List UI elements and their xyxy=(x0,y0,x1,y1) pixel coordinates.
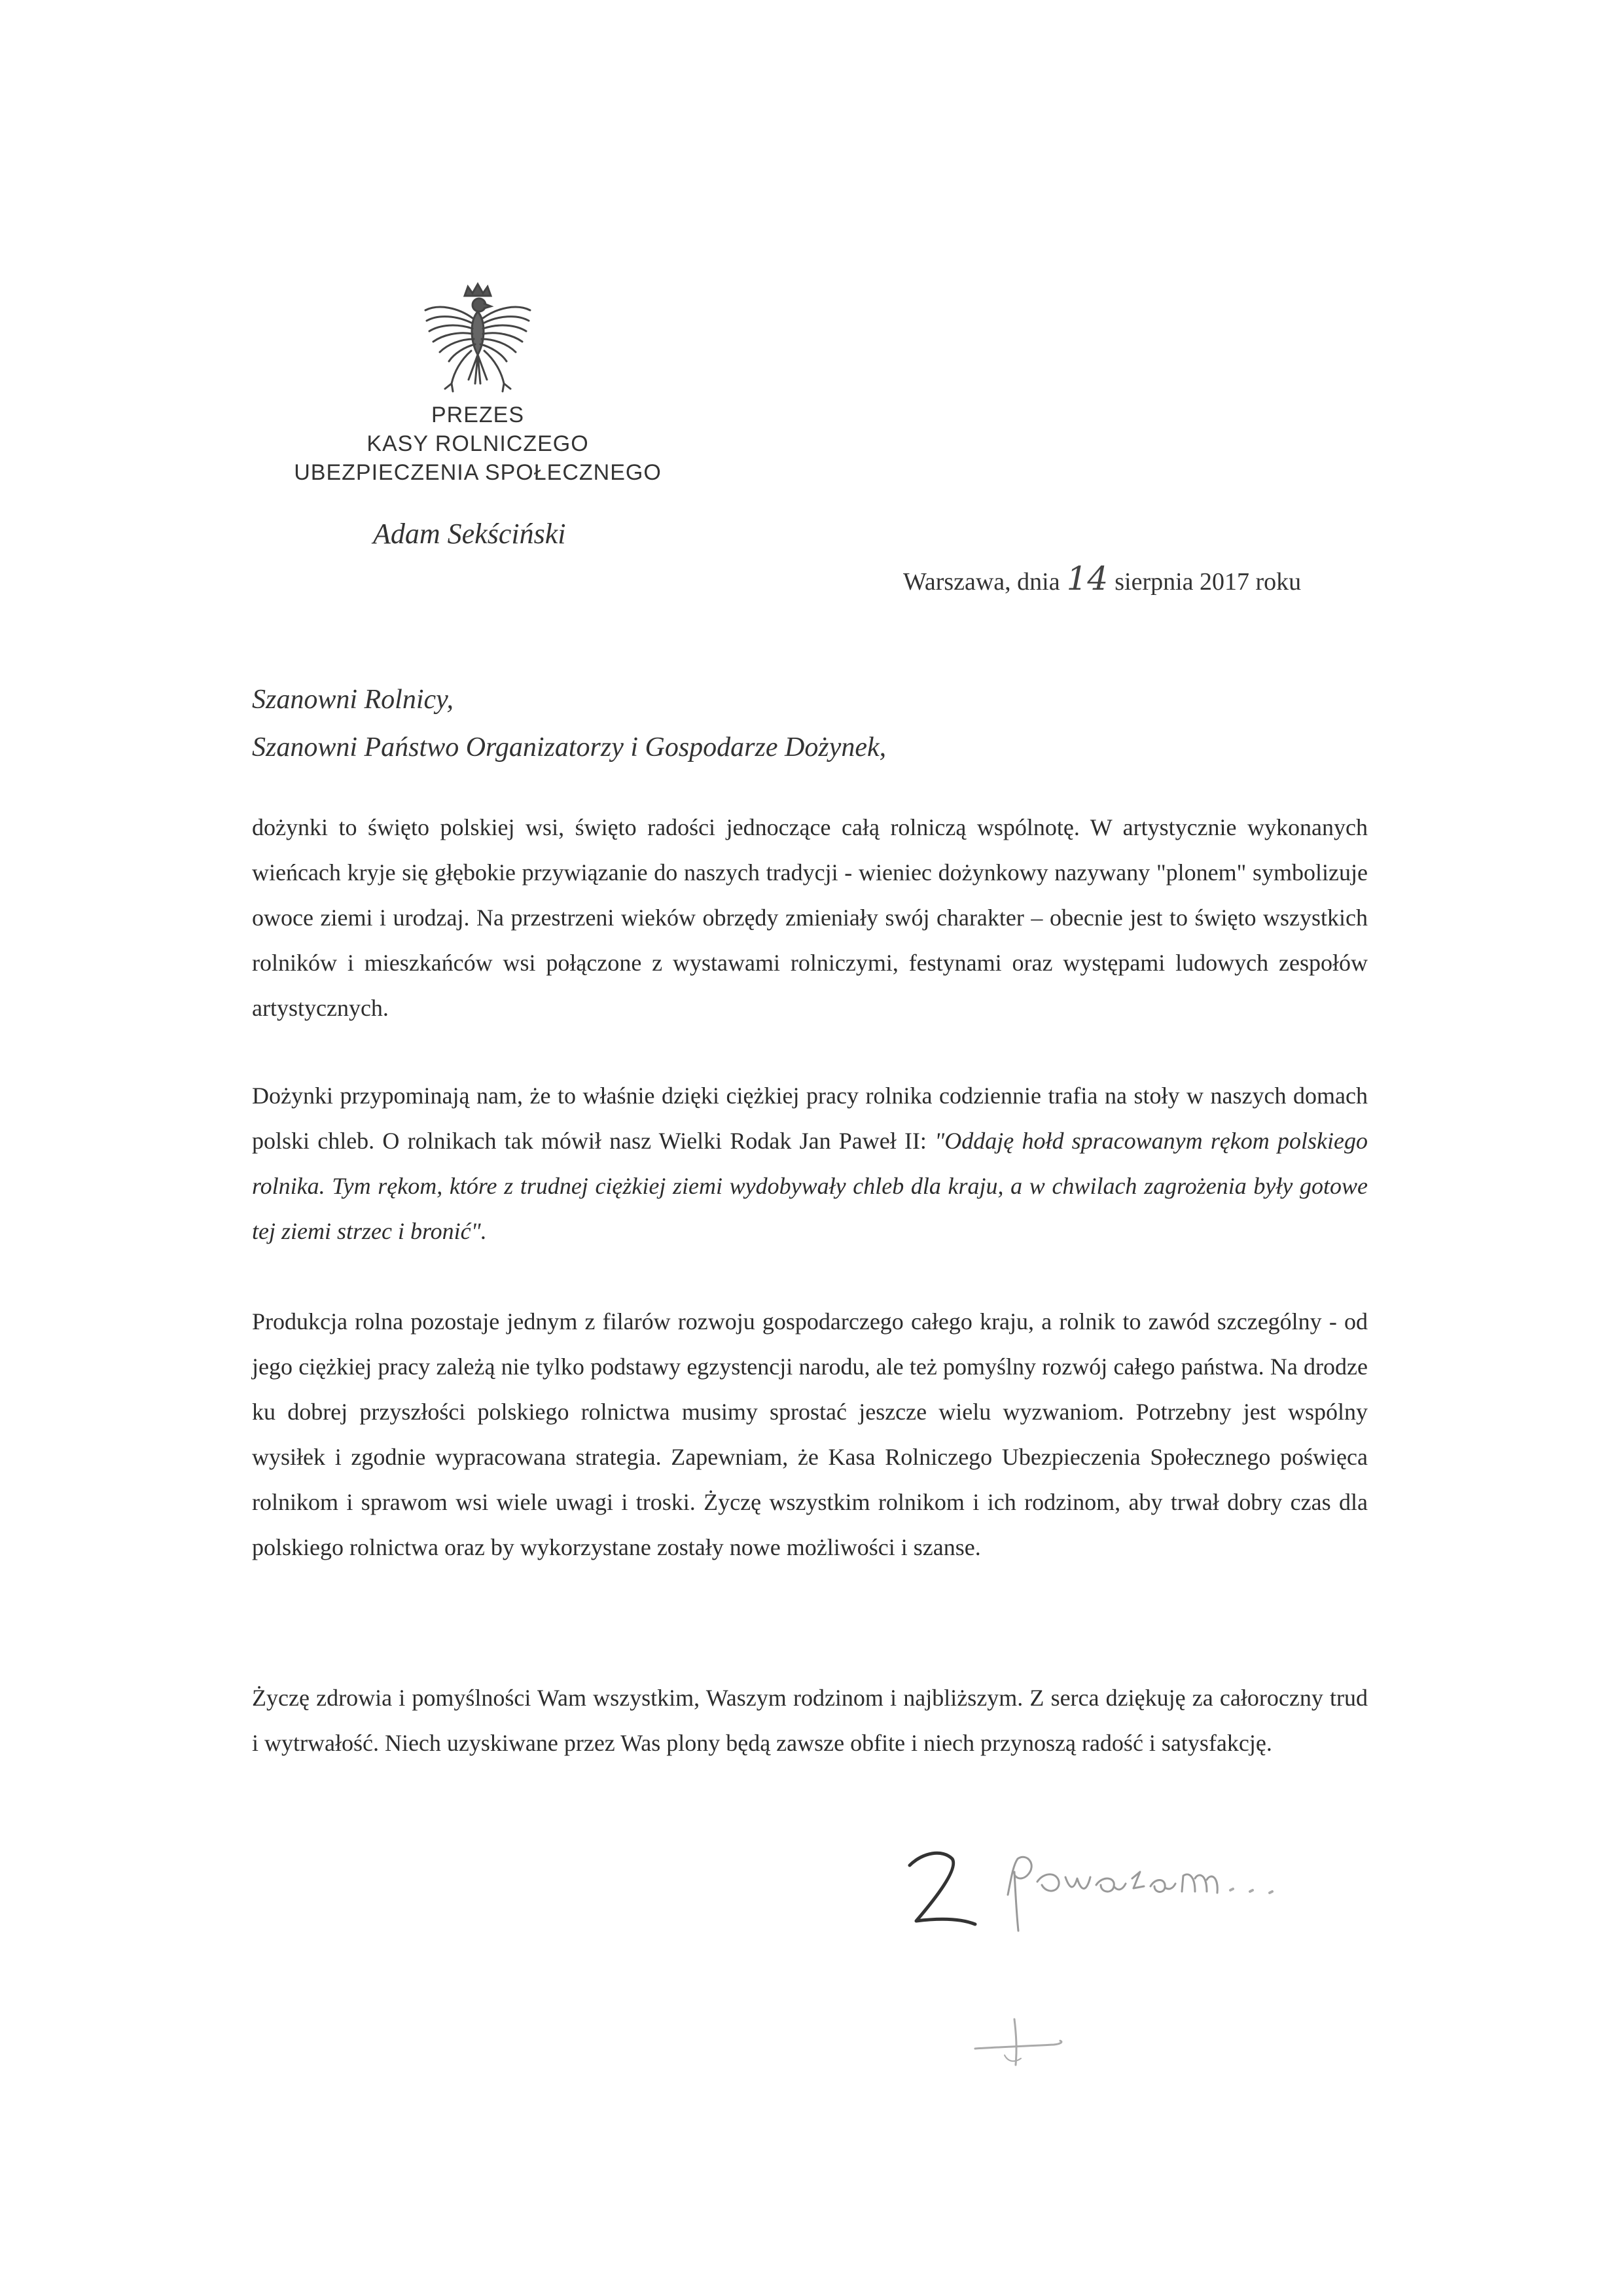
handwritten-signature xyxy=(897,1767,1368,2108)
letterhead-title: PREZES xyxy=(431,403,525,427)
date-prefix: Warszawa, dnia xyxy=(903,568,1060,596)
letter-date xyxy=(903,560,1301,598)
papal-quote: "Oddaję hołd spracowanym rękom polskiego rolnika. Tym rękom, które z trudnej ciężkiej ziemi wydobywały chleb dla kraju, a w chwilach zagrożenia były gotowe tej ziemi strzec i bronić". xyxy=(252,1128,1368,1244)
body-paragraph-1: dożynki to święto polskiej wsi, święto radości jednoczące całą rolniczą wspólnotę. W artystycznie wykonanych wieńcach kryje się głębokie przywiązanie do naszych tradycji - wieniec dożynkowy nazywany "plonem" symbolizuje owoce ziemi i urodzaj. Na przestrzeni wieków obrzędy zmieniały swój charakter – obecnie jest to święto wszystkich rolników i mieszkańców wsi połączone z wystawami rolniczymi, festynami oraz występami ludowych zespołów artystycznych. xyxy=(252,814,1368,1021)
body-paragraph-4: Życzę zdrowia i pomyślności Wam wszystkim, Waszym rodzinom i najbliższym. Z serca dziękuję za całoroczny trud i wytrwałość. Niech uzyskiwane przez Was plony będą zawsze obfite i niech przynoszą radość i satysfakcję. xyxy=(252,1685,1368,1756)
date-suffix: sierpnia 2017 roku xyxy=(1115,568,1302,596)
date-day-handwritten: 14 xyxy=(1066,560,1109,598)
eagle-emblem-icon xyxy=(419,281,537,406)
letterhead-institution: KASY ROLNICZEGO xyxy=(366,431,589,456)
paragraph-2-text: Dożynki przypominają nam, że to właśnie dzięki ciężkiej pracy rolnika codziennie trafia na stoły w naszych domach polski chleb. O rolnikach tak mówił nasz Wielki Rodak Jan Paweł II: xyxy=(252,1083,1368,1154)
sender-name: Adam Sekściński xyxy=(373,518,566,550)
body-paragraph-2 xyxy=(252,1073,1368,1254)
body-paragraph-3: Produkcja rolna pozostaje jednym z filarów rozwoju gospodarczego całego kraju, a rolnik to zawód szczególny - od jego ciężkiej pracy zależą nie tylko podstawy egzystencji narodu, ale też pomyślny rozwój całego państwa. Na drodze ku dobrej przyszłości polskiego rolnictwa musimy sprostać jeszcze wielu wyzwaniom. Potrzebny jest wspólny wysiłek i zgodnie wypracowana strategia. Zapewniam, że Kasa Rolniczego Ubezpieczenia Społecznego poświęca rolnikom i sprawom wsi wiele uwagi i troski. Życzę wszystkim rolnikom i ich rodzinom, aby trwał dobry czas dla polskiego rolnictwa oraz by wykorzystane zostały nowe możliwości i szanse. xyxy=(252,1308,1368,1560)
letterhead-institution-cont: UBEZPIECZENIA SPOŁECZNEGO xyxy=(294,460,662,485)
salutation-line-1: Szanowni Rolnicy, xyxy=(252,685,454,715)
salutation-line-2: Szanowni Państwo Organizatorzy i Gospodarze Dożynek, xyxy=(252,732,887,762)
